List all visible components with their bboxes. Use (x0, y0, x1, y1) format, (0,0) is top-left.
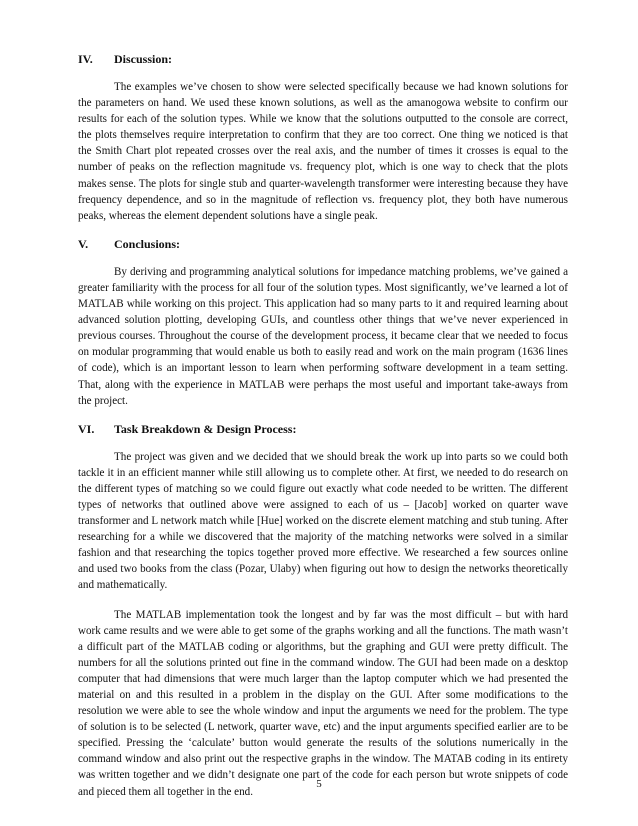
paragraph: The MATLAB implementation took the longest and by far was the most difficult – but with hard work came results and we were able to get some of the graphs working and all the functions. The math wasn’t a difficult part of the MATLAB coding or algorithms, but the graphing and GUI were pretty difficult. The numbers for all the solutions printed out fine in the command window. The GUI had been made on a desktop computer that had dimensions that were much larger than the laptop computer which we had presented the material on and this resulted in a problem in the display on the GUI. After some modifications to the resolution we were able to see the whole window and input the arguments we need for the problem. The type of solution is to be selected (L network, quarter wave, etc) and the input arguments specified earlier are to be specified. Pressing the ‘calculate’ button would generate the results of the solutions numerically in the command window and also print out the respective graphs in the window. The MATAB coding in its entirety was written together and we didn’t designate one part of the code for each person but wrote snippets of code and pieced them all together in the end. (78, 608, 568, 798)
section-number: V. (78, 236, 89, 251)
paragraph: The examples we’ve chosen to show were selected specifically because we had known solutions for the parameters on hand. We used these known solutions, as well as the amanogowa website to confirm our results for each of the solution types. While we know that the solutions outputted to the console are correct, the plots themselves require interpretation to confirm that they are too correct. One thing we noticed is that the Smith Chart plot repeated crosses over the real axis, and the number of times it crosses is equal to the number of peaks on the reflection magnitude vs. frequency plot, which is one way to check that the plots makes sense. The plots for single stub and quarter-wavelength transformer were interesting because they have frequency dependence, and so in the magnitude of reflection vs. frequency plot, they both have numerous peaks, whereas the element dependent solutions have a single peak. (78, 81, 568, 222)
section-title: Discussion: (114, 52, 173, 66)
section-heading (78, 52, 568, 67)
section-conclusions (78, 237, 568, 409)
paragraph: By deriving and programming analytical solutions for impedance matching problems, we’ve gained a greater familiarity with the process for all four of the solution types. Most significantly, we’ve learned a lot of MATLAB while working on this project. This application had so many parts to it and required learning about advanced solution plotting, developing GUIs, and countless other things that we’ve never experienced in previous courses. Throughout the course of the development process, it became clear that we needed to focus on modular programming that would enable us both to easily read and work on the main program (1636 lines of code), which is an important lesson to learn when performing software development in a team setting. That, along with the experience in MATLAB were perhaps the most useful and important take-aways from the project. (78, 265, 568, 407)
section-task-breakdown (78, 422, 568, 800)
section-heading (78, 237, 568, 252)
section-number: VI. (78, 421, 95, 436)
section-heading (78, 422, 568, 437)
section-title: Task Breakdown & Design Process: (114, 421, 297, 436)
page-number: 5 (316, 778, 322, 790)
paragraph: The project was given and we decided that we should break the work up into parts so we could both tackle it in an efficient manner while still allowing us to complete other. At first, we needed to do research on the different types of matching so we could figure out exactly what code needed to be written. The different types of networks that outlined above were assigned to each of us – [Jacob] worked on quarter wave transformer and L network match while [Hue] worked on the discrete element matching and stub tuning. After researching for a while we discovered that the majority of the matching networks were solved in a similar fashion and that researching the topics together proved more effective. We researched a few sources online and used two books from the class (Pozar, Ulaby) when figuring out how to design the networks theoretically and mathematically. (78, 450, 568, 592)
section-title: Conclusions: (114, 236, 181, 251)
section-discussion (78, 52, 568, 224)
section-number: IV. (78, 52, 93, 66)
